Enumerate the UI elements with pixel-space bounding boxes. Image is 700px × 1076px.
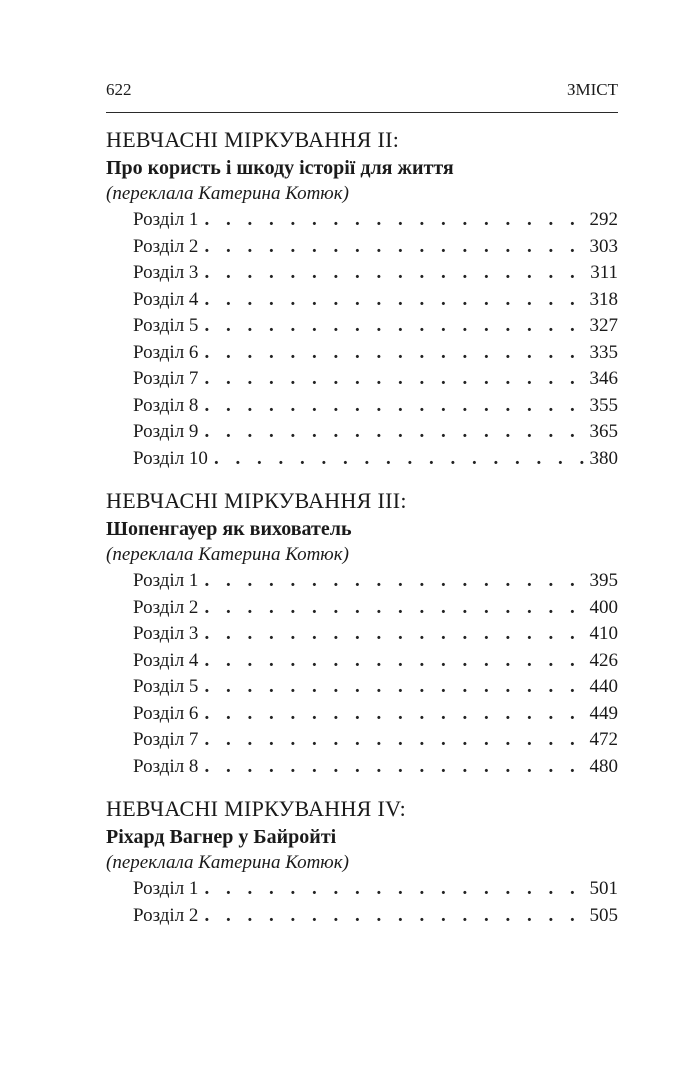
toc-entry [106, 234, 618, 261]
toc-entry [106, 727, 618, 754]
toc-entry-label: Розділ 1 [133, 209, 199, 230]
section-translator: (переклала Катерина Котюк) [106, 544, 349, 565]
toc-section [106, 486, 618, 780]
toc-entry-page: 426 [589, 649, 618, 671]
toc-entry [106, 260, 618, 287]
toc-entry [106, 446, 618, 473]
toc-entry-page: 501 [589, 878, 618, 899]
toc-entry [106, 393, 618, 420]
dot-leader [204, 234, 583, 261]
toc-entry-page: 380 [589, 447, 618, 469]
page-number: 622 [106, 80, 132, 99]
section-title: НЕВЧАСНІ МІРКУВАННЯ III: [106, 488, 407, 513]
toc-section [106, 794, 618, 929]
toc-entry-page: 440 [589, 676, 618, 697]
section-subtitle: Шопенгауер як вихователь [106, 518, 352, 540]
toc-entry-page: 303 [589, 235, 618, 257]
dot-leader [204, 754, 583, 781]
toc-entry-label: Розділ 9 [133, 421, 199, 442]
toc-entry-label: Розділ 5 [133, 676, 199, 697]
toc-entry-label: Розділ 3 [133, 623, 199, 644]
toc-entry [106, 419, 618, 446]
dot-leader [204, 674, 583, 701]
dot-leader [204, 595, 583, 622]
dot-leader [204, 340, 583, 367]
toc-entry [106, 648, 618, 675]
table-of-contents [106, 125, 618, 943]
toc-entry [106, 621, 618, 648]
section-subtitle: Про користь і шкоду історії для життя [106, 157, 454, 179]
toc-entry-label: Розділ 5 [133, 315, 199, 336]
toc-entry-page: 346 [589, 368, 618, 389]
dot-leader [204, 701, 583, 728]
toc-entry-label: Розділ 10 [133, 447, 208, 469]
toc-entry-label: Розділ 4 [133, 649, 199, 671]
toc-entry-label: Розділ 2 [133, 235, 199, 257]
toc-entry-label: Розділ 1 [133, 878, 199, 899]
toc-entry-page: 410 [589, 623, 618, 644]
dot-leader [204, 287, 583, 314]
toc-entry-label: Розділ 7 [133, 729, 199, 750]
page-header [106, 80, 618, 113]
toc-entry [106, 595, 618, 622]
dot-leader [214, 446, 584, 473]
toc-entry-label: Розділ 8 [133, 755, 199, 777]
dot-leader [204, 393, 583, 420]
dot-leader [204, 313, 583, 340]
toc-entry [106, 340, 618, 367]
dot-leader [204, 727, 583, 754]
dot-leader [204, 568, 583, 595]
section-translator: (переклала Катерина Котюк) [106, 183, 349, 204]
section-translator: (переклала Катерина Котюк) [106, 852, 349, 873]
toc-entry [106, 366, 618, 393]
toc-entry-page: 311 [590, 262, 618, 283]
toc-section [106, 125, 618, 472]
dot-leader [204, 260, 584, 287]
toc-entry-page: 327 [589, 315, 618, 336]
toc-entry [106, 903, 618, 930]
toc-entry-page: 365 [589, 421, 618, 442]
toc-entry-label: Розділ 2 [133, 596, 199, 618]
toc-entry-page: 400 [589, 596, 618, 618]
section-title: НЕВЧАСНІ МІРКУВАННЯ IV: [106, 796, 407, 821]
toc-entry-page: 505 [589, 904, 618, 926]
dot-leader [204, 648, 583, 675]
dot-leader [204, 366, 583, 393]
toc-entry-label: Розділ 1 [133, 570, 199, 591]
toc-entry-label: Розділ 8 [133, 394, 199, 416]
toc-entry-page: 355 [589, 394, 618, 416]
toc-entry-label: Розділ 7 [133, 368, 199, 389]
toc-entry-page: 395 [589, 570, 618, 591]
dot-leader [204, 621, 583, 648]
dot-leader [204, 903, 583, 930]
toc-entry-page: 335 [589, 341, 618, 363]
dot-leader [204, 876, 583, 903]
toc-entry [106, 207, 618, 234]
toc-entry [106, 674, 618, 701]
toc-entry-page: 480 [589, 755, 618, 777]
section-subtitle: Ріхард Вагнер у Байройті [106, 826, 337, 848]
toc-entry-page: 472 [589, 729, 618, 750]
dot-leader [204, 419, 583, 446]
toc-entry-label: Розділ 6 [133, 341, 199, 363]
toc-entry-label: Розділ 2 [133, 904, 199, 926]
toc-entry-label: Розділ 6 [133, 702, 199, 724]
toc-entry-page: 449 [589, 702, 618, 724]
section-title: НЕВЧАСНІ МІРКУВАННЯ II: [106, 127, 400, 152]
toc-entry [106, 754, 618, 781]
toc-entry [106, 287, 618, 314]
toc-entry [106, 568, 618, 595]
toc-entry-page: 292 [589, 209, 618, 230]
toc-entry [106, 876, 618, 903]
toc-entry-label: Розділ 4 [133, 288, 199, 310]
toc-entry-page: 318 [589, 288, 618, 310]
toc-entry-label: Розділ 3 [133, 262, 199, 283]
toc-entry [106, 313, 618, 340]
running-title: ЗМІСТ [566, 80, 618, 99]
dot-leader [204, 207, 583, 234]
toc-entry [106, 701, 618, 728]
